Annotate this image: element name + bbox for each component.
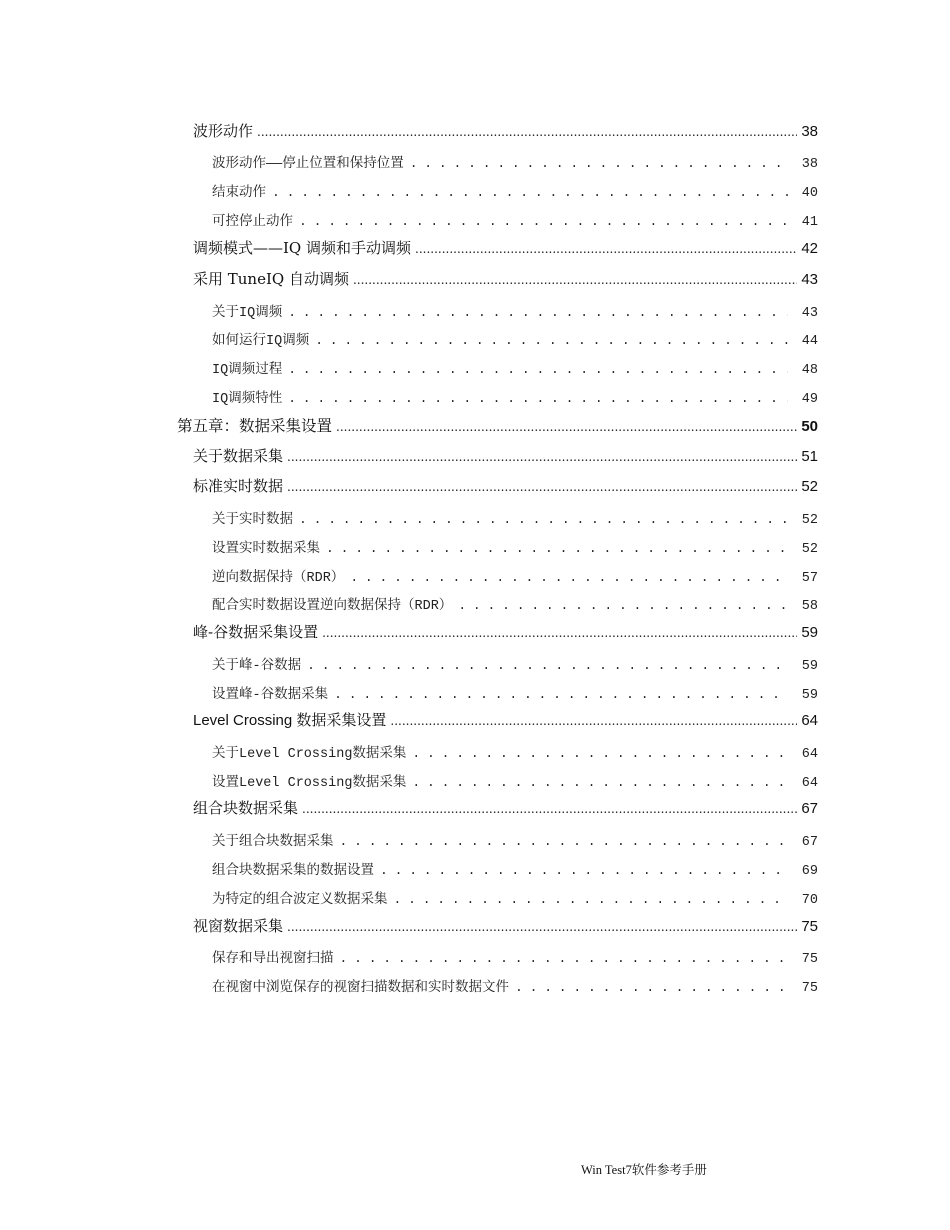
toc-entry-title: 保存和导出视窗扫描 (212, 952, 334, 967)
toc-entry-title: IQ调频过程 (212, 363, 283, 378)
toc-entry-title: 可控停止动作 (212, 215, 293, 230)
toc-entry-page: 59 (801, 624, 818, 641)
toc-entry[interactable] (193, 445, 818, 466)
toc-entry[interactable] (212, 593, 818, 614)
toc-entry[interactable] (193, 915, 818, 936)
toc-entry-page: 38 (801, 157, 818, 172)
toc-entry-page: 52 (801, 542, 818, 557)
toc-entry-page: 67 (801, 835, 818, 850)
toc-entry-title: 如何运行IQ调频 (212, 334, 310, 349)
toc-entry-page: 52 (801, 513, 818, 528)
dot-leader (288, 304, 788, 320)
toc-entry[interactable] (212, 328, 818, 349)
toc-entry-title: 设置实时数据采集 (212, 542, 320, 557)
toc-entry-page: 43 (801, 306, 818, 321)
dot-leader (353, 270, 797, 288)
toc-entry[interactable] (212, 770, 818, 791)
toc-entry[interactable] (212, 682, 818, 703)
toc-entry[interactable] (212, 565, 818, 586)
dot-leader (410, 155, 788, 171)
toc-entry-title: 标准实时数据 (193, 477, 284, 495)
toc-entry-title: 组合块数据采集的数据设置 (212, 864, 374, 879)
toc-entry-title: 波形动作 (193, 122, 254, 140)
toc-entry-page: 57 (801, 571, 818, 586)
toc-entry-title: 关于Level Crossing数据采集 (212, 747, 407, 762)
toc-entry[interactable] (212, 300, 818, 321)
dot-leader (287, 917, 797, 935)
dot-leader (287, 477, 797, 495)
dot-leader (272, 184, 788, 200)
toc-entry-page: 70 (801, 893, 818, 908)
toc-entry-page: 43 (801, 271, 818, 288)
dot-leader (315, 332, 788, 348)
toc-entry-page: 41 (801, 215, 818, 230)
dot-leader (458, 597, 787, 613)
toc-entry-page: 64 (801, 776, 818, 791)
dot-leader (412, 774, 787, 790)
toc-entry-page: 59 (801, 659, 818, 674)
toc-entry-title: 视窗数据采集 (193, 917, 284, 935)
dot-leader (412, 745, 787, 761)
toc-entry-page: 44 (801, 334, 818, 349)
dot-leader (515, 979, 788, 995)
dot-leader (336, 417, 797, 435)
toc-entry[interactable] (212, 386, 818, 407)
toc-entry[interactable] (193, 237, 818, 258)
toc-entry-page: 50 (801, 418, 818, 435)
toc-entry-title: 第五章：数据采集设置 (177, 417, 333, 435)
toc-entry-title: 设置峰-谷数据采集 (212, 688, 329, 703)
dot-leader (288, 361, 788, 377)
toc-entry-title: 关于IQ调频 (212, 306, 283, 321)
dot-leader (350, 569, 787, 585)
page-footer: Win Test7软件参考手册 (581, 1163, 707, 1177)
toc-entry[interactable] (212, 536, 818, 557)
dot-leader (307, 657, 788, 673)
toc-entry-page: 52 (801, 478, 818, 495)
toc-entry[interactable] (212, 180, 818, 201)
toc-entry[interactable] (212, 829, 818, 850)
dot-leader (299, 511, 788, 527)
dot-leader (287, 447, 797, 465)
toc-entry[interactable] (193, 709, 818, 730)
toc-entry-title: 关于组合块数据采集 (212, 835, 334, 850)
dot-leader (340, 833, 788, 849)
dot-leader (322, 623, 797, 641)
toc-entry-page: 40 (801, 186, 818, 201)
toc-entry-page: 48 (801, 363, 818, 378)
toc-entry-title: 设置Level Crossing数据采集 (212, 776, 407, 791)
toc-entry-page: 75 (801, 981, 818, 996)
toc-entry-title: 关于实时数据 (212, 513, 293, 528)
dot-leader (415, 239, 797, 257)
toc-entry-title: 波形动作——停止位置和保持位置 (212, 157, 404, 172)
toc-entry-title: 在视窗中浏览保存的视窗扫描数据和实时数据文件 (212, 981, 509, 996)
toc-entry[interactable] (212, 151, 818, 172)
toc-entry[interactable] (212, 741, 818, 762)
dot-leader (288, 390, 788, 406)
toc-entry-title: 采用 TuneIQ 自动调频 (193, 270, 349, 288)
toc-entry[interactable] (212, 357, 818, 378)
dot-leader (299, 213, 788, 229)
toc-entry[interactable] (193, 475, 818, 496)
dot-leader (380, 862, 788, 878)
toc-entry-page: 51 (801, 448, 818, 465)
toc-entry[interactable] (212, 975, 818, 996)
toc-entry-title: 关于数据采集 (193, 447, 284, 465)
toc-entry-title: 关于峰-谷数据 (212, 659, 302, 674)
toc-entry[interactable] (212, 946, 818, 967)
toc-chapter[interactable] (177, 414, 818, 436)
toc-entry-title: 逆向数据保持（RDR） (212, 571, 345, 586)
toc-entry-page: 64 (801, 747, 818, 762)
dot-leader (340, 950, 788, 966)
toc-entry-title: 为特定的组合波定义数据采集 (212, 893, 388, 908)
toc-entry-page: 75 (801, 918, 818, 935)
dot-leader (326, 540, 788, 556)
toc-entry-title: 组合块数据采集 (193, 799, 299, 817)
dot-leader (302, 799, 797, 817)
toc-entry-title: IQ调频特性 (212, 392, 283, 407)
toc-entry-title: 结束动作 (212, 186, 266, 201)
toc-entry[interactable] (193, 268, 818, 289)
toc-entry-page: 58 (801, 599, 818, 614)
dot-leader (390, 711, 797, 729)
toc-entry-title: 调频模式——IQ 调频和手动调频 (193, 239, 411, 257)
toc-entry[interactable] (212, 887, 818, 908)
toc-entry-page: 49 (801, 392, 818, 407)
toc-entry[interactable] (212, 858, 818, 879)
toc-entry[interactable] (212, 209, 818, 230)
toc-entry[interactable] (212, 653, 818, 674)
toc-entry-title: Level Crossing 数据采集设置 (193, 712, 387, 729)
toc-entry[interactable] (193, 797, 818, 818)
toc-entry[interactable] (193, 621, 818, 642)
toc-entry-title: 配合实时数据设置逆向数据保持（RDR） (212, 599, 453, 614)
toc-entry-page: 64 (801, 712, 818, 729)
dot-leader (334, 686, 788, 702)
dot-leader (257, 122, 797, 140)
toc-entry-title: 峰-谷数据采集设置 (193, 623, 319, 641)
dot-leader (394, 891, 788, 907)
toc-entry[interactable] (212, 507, 818, 528)
toc-entry-page: 38 (801, 123, 818, 140)
toc-entry-page: 59 (801, 688, 818, 703)
toc-entry-page: 69 (801, 864, 818, 879)
toc-entry[interactable] (193, 120, 818, 141)
toc-entry-page: 67 (801, 800, 818, 817)
toc-entry-page: 42 (801, 240, 818, 257)
toc-entry-page: 75 (801, 952, 818, 967)
